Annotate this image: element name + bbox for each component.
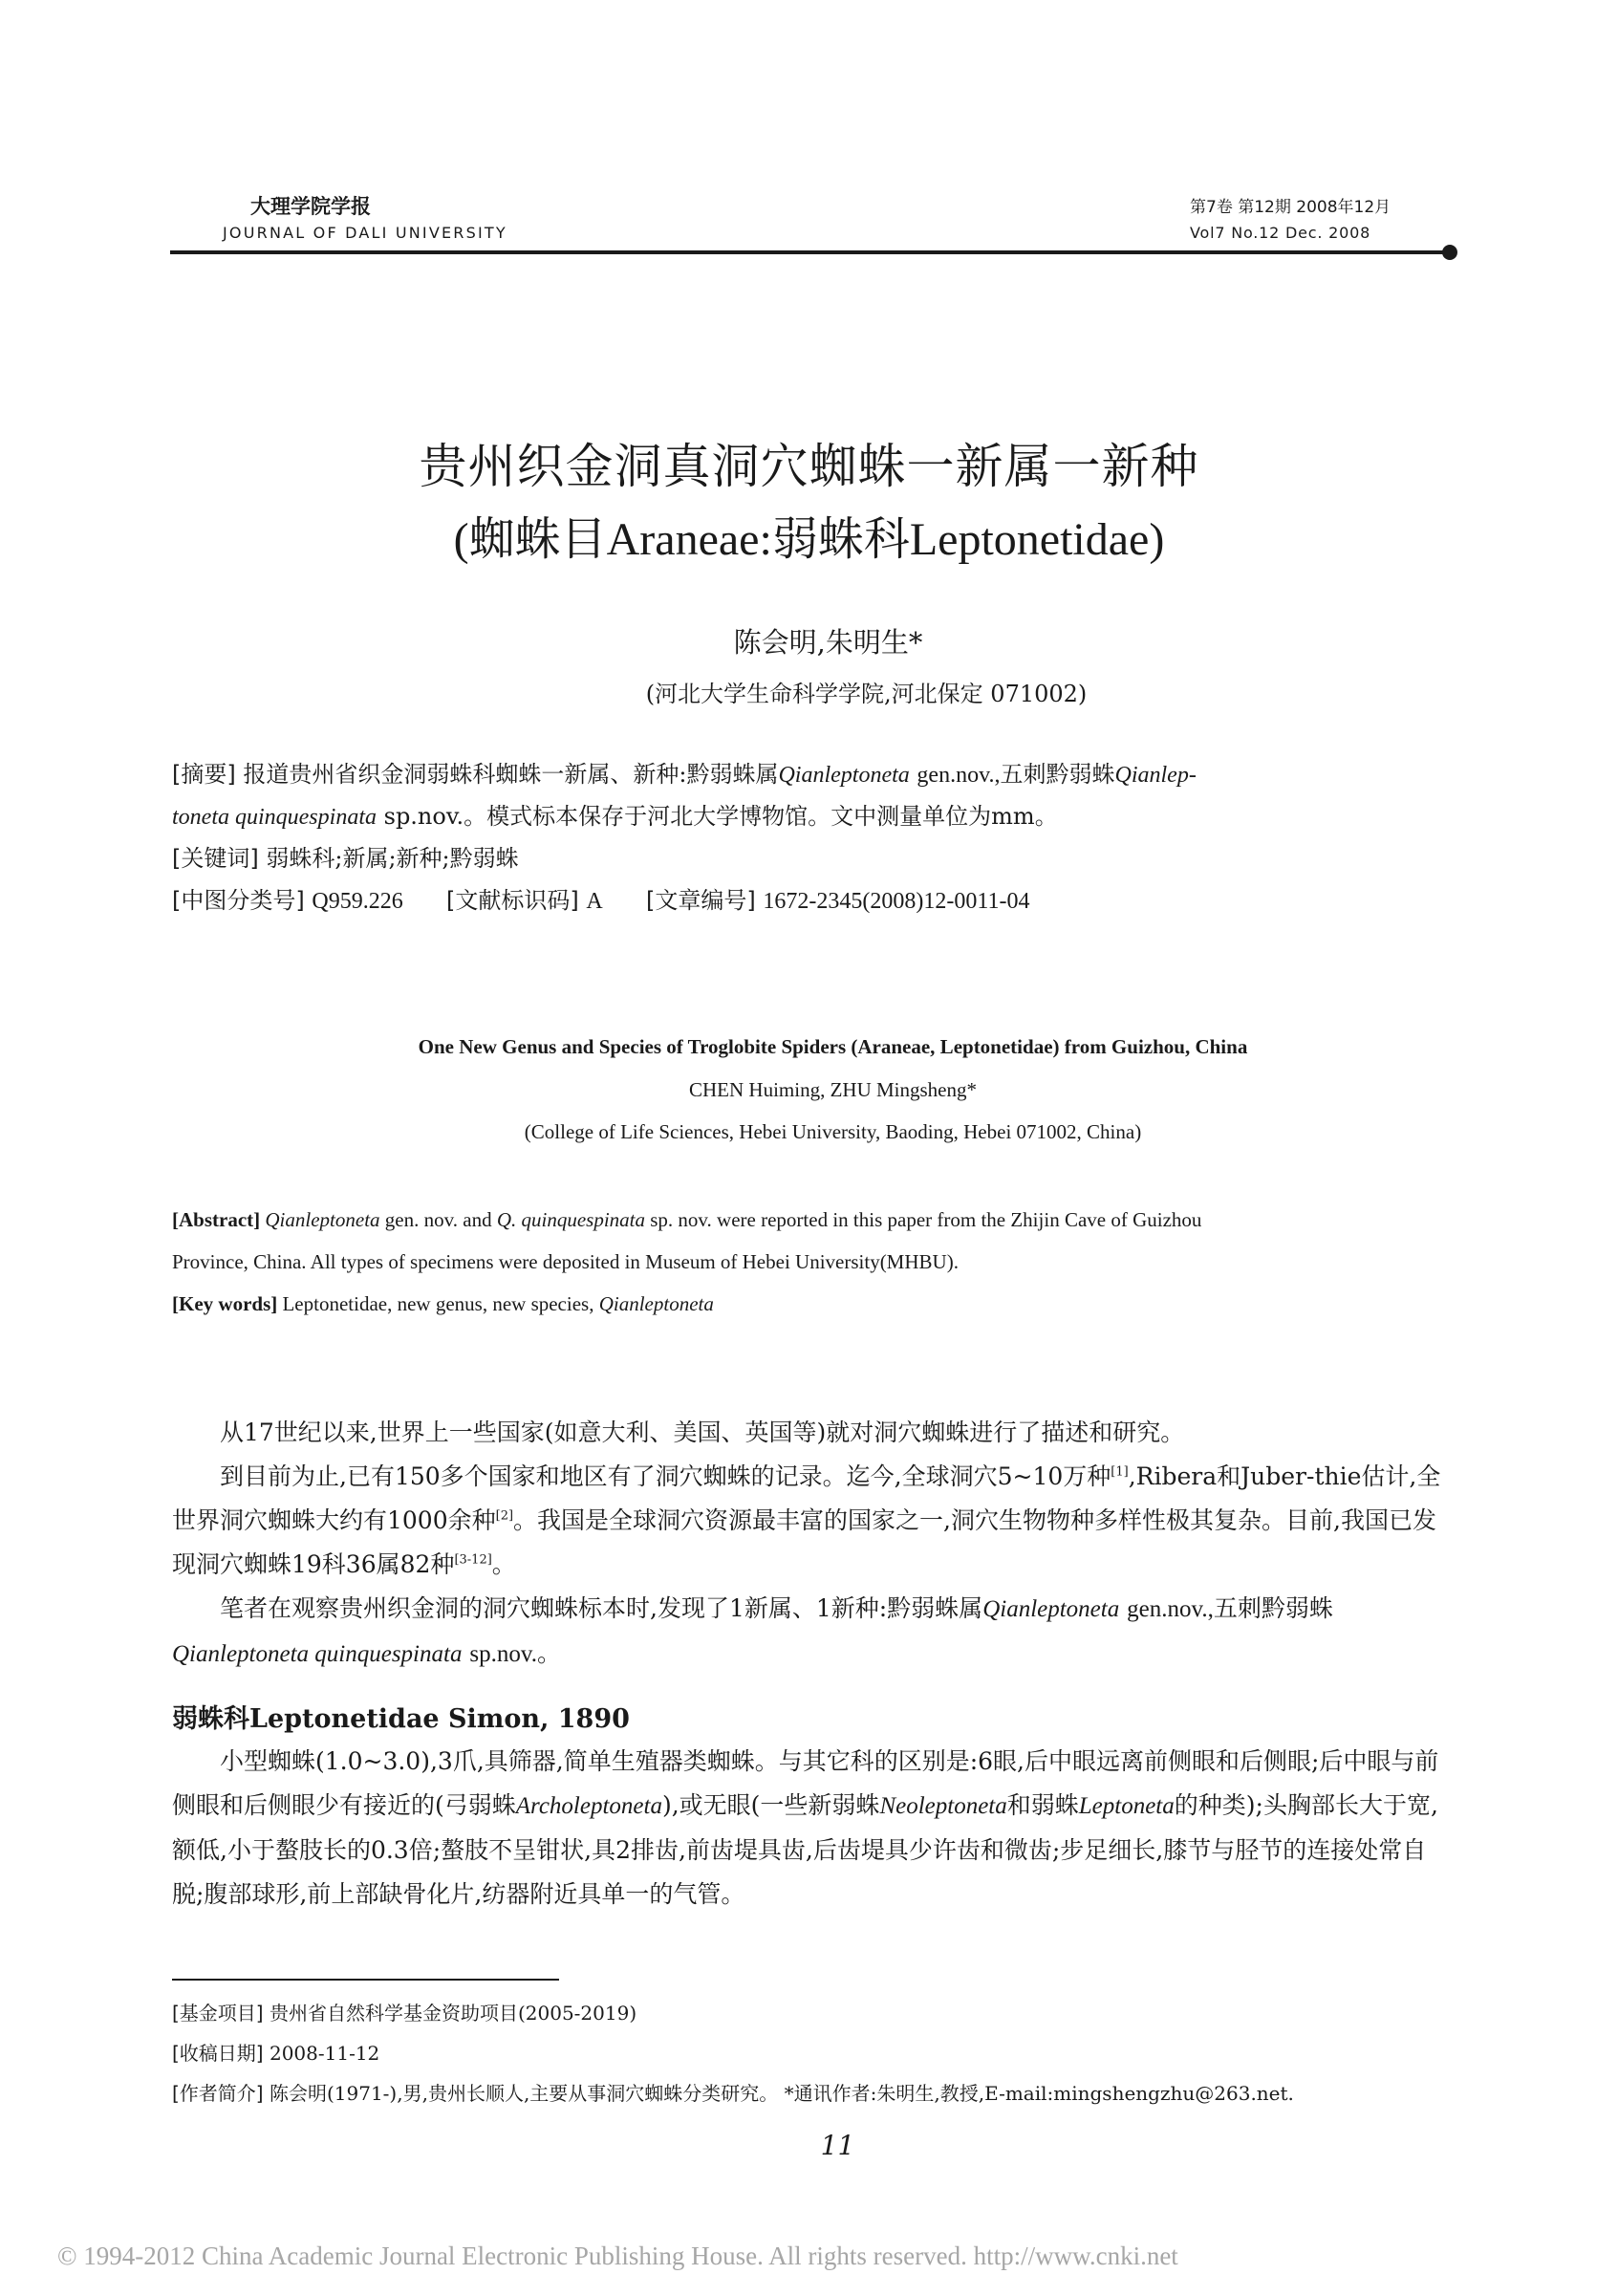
footnote-author <box>172 2076 1294 2111</box>
abstract-cn-label: [摘要] <box>172 761 236 788</box>
english-title: One New Genus and Species of Troglobite Spiders (Araneae, Leptonetidae) from Guizhou, China <box>418 1035 1248 1058</box>
english-abstract-text: sp. nov. were reported in this paper from the Zhijin Cave of Guizhou <box>650 1208 1202 1231</box>
classification-line <box>172 881 1029 921</box>
keywords-cn <box>172 839 519 877</box>
page-number: 11 <box>820 2130 855 2161</box>
journal-name-en: JOURNAL OF DALI UNIVERSITY <box>223 224 507 242</box>
english-keywords-text: Leptonetidae, new genus, new species, <box>282 1292 594 1315</box>
body-text: gen.nov.,五刺黔弱蛛 <box>1127 1596 1333 1622</box>
species-name-part: Qianlep- <box>1114 763 1197 788</box>
english-keywords-label: [Key words] <box>172 1292 278 1315</box>
copyright-notice: © 1994-2012 China Academic Journal Electronic Publishing House. All rights reserved. http://www.cnki.net <box>57 2242 1178 2270</box>
citation: [1] <box>1111 1464 1129 1480</box>
species-name-part: toneta quinquespinata <box>172 805 377 830</box>
genus-name: Qianleptoneta <box>265 1208 380 1231</box>
body-text: ),或无眼(一些新弱蛛 <box>661 1791 880 1819</box>
journal-name-cn: 大理学院学报 <box>250 195 371 218</box>
clc-value: Q959.226 <box>312 889 403 914</box>
clc-label: [中图分类号] <box>172 887 305 914</box>
species-name: Qianleptoneta quinquespinata <box>172 1641 463 1667</box>
authors-cn: 陈会明,朱明生* <box>733 626 923 659</box>
body-text: 笔者在观察贵州织金洞的洞穴蜘蛛标本时,发现了1新属、1新种:黔弱蛛属 <box>220 1594 983 1622</box>
genus-name: Qianleptoneta <box>982 1596 1120 1622</box>
footnote-rule <box>172 1979 559 1981</box>
english-affiliation: (College of Life Sciences, Hebei University, Baoding, Hebei 071002, China) <box>524 1120 1142 1143</box>
abstract-cn-line2 <box>172 797 1058 836</box>
abstract-cn-line1 <box>172 755 1197 794</box>
genus-name: Neoleptoneta <box>879 1793 1007 1819</box>
keywords-cn-label: [关键词] <box>172 845 259 872</box>
abstract-cn-text: sp.nov.。模式标本保存于河北大学博物馆。文中测量单位为mm。 <box>383 803 1058 830</box>
body-family-description <box>172 1740 1453 1917</box>
body-text: 和弱蛛 <box>1006 1791 1079 1819</box>
abstract-cn-text: 报道贵州省织金洞弱蛛科蜘蛛一新属、新种:黔弱蛛属 <box>243 761 779 788</box>
received-date: 2008-11-12 <box>269 2042 380 2065</box>
body-intro <box>172 1411 1453 1677</box>
genus-name: Archoleptoneta <box>515 1793 662 1819</box>
body-text: 的种类);头胸部长大于宽,额低,小于螯肢长的0.3倍;螯肢不呈钳状,具2排齿,前齿堤具齿,后齿堤具少许齿和微齿;步足细长,膝节与胫节的连接处常自脱;腹部球形,前上部缺骨化片,纺器附近具单一的气管。 <box>172 1791 1438 1908</box>
body-text: 小型蜘蛛(1.0~3.0),3爪,具筛器,简单生殖器类蜘蛛。与其它科的区别是:6眼,后中眼远离前侧眼和后侧眼;后中眼与前侧眼和后侧眼少有接近的(弓弱蛛 <box>172 1747 1439 1819</box>
doc-code-value: A <box>586 889 603 914</box>
english-abstract-line1 <box>172 1201 1201 1239</box>
english-authors: CHEN Huiming, ZHU Mingsheng* <box>689 1078 977 1101</box>
english-keywords <box>172 1285 714 1323</box>
body-paragraph-1: 从17世纪以来,世界上一些国家(如意大利、美国、英国等)就对洞穴蜘蛛进行了描述和研究。 <box>220 1419 1185 1446</box>
paper-title-line2: (蜘蛛目Araneae:弱蛛科Leptonetidae) <box>453 514 1165 565</box>
abstract-cn-text: gen.nov.,五刺黔弱蛛 <box>917 763 1115 788</box>
body-text: ,Ribera和Juber-thie估计,全世界洞穴蜘蛛大约有1000余种 <box>172 1462 1441 1534</box>
genus-name: Qianleptoneta <box>598 1292 714 1315</box>
fund-label: [基金项目] <box>172 2002 264 2025</box>
doc-code-label: [文献标识码] <box>446 887 579 914</box>
species-name: Q. quinquespinata <box>496 1208 645 1231</box>
author-bio-text: 陈会明(1971-),男,贵州长顺人,主要从事洞穴蜘蛛分类研究。 *通讯作者:朱明生,教授,E-mail:mingshengzhu@263.net. <box>269 2082 1294 2105</box>
genus-name: Qianleptoneta <box>778 763 910 788</box>
fund-text: 贵州省自然科学基金资助项目(2005-2019) <box>269 2002 637 2025</box>
body-text: 到目前为止,已有150多个国家和地区有了洞穴蜘蛛的记录。迄今,全球洞穴5~10万种 <box>220 1462 1111 1490</box>
english-abstract-line2: Province, China. All types of specimens were deposited in Museum of Hebei University(MHBU). <box>172 1250 959 1273</box>
body-paragraph-2 <box>172 1455 1453 1587</box>
body-text: 。我国是全球洞穴资源最丰富的国家之一,洞穴生物物种多样性极其复杂。目前,我国已发现洞穴蜘蛛19科36属82种 <box>172 1506 1436 1578</box>
footnote-received <box>172 2036 379 2070</box>
genus-name: Leptoneta <box>1078 1793 1175 1819</box>
header-rule <box>170 250 1448 254</box>
affiliation-cn: (河北大学生命科学学院,河北保定 071002) <box>645 681 1088 707</box>
english-abstract-text: gen. nov. and <box>384 1208 492 1231</box>
issue-info-cn: 第7卷 第12期 2008年12月 <box>1190 198 1391 217</box>
section-heading: 弱蛛科Leptonetidae Simon, 1890 <box>172 1704 630 1734</box>
body-text: 。 <box>491 1550 516 1578</box>
footnote-fund <box>172 1996 636 2030</box>
body-text: sp.nov.。 <box>469 1641 562 1667</box>
article-no-label: [文章编号] <box>646 887 756 914</box>
received-label: [收稿日期] <box>172 2042 264 2065</box>
issue-info-en: Vol7 No.12 Dec. 2008 <box>1190 224 1371 242</box>
english-abstract-label: [Abstract] <box>172 1208 261 1231</box>
citation: [3-12] <box>454 1552 492 1568</box>
body-paragraph-3 <box>172 1587 1453 1677</box>
author-bio-label: [作者简介] <box>172 2082 264 2105</box>
paper-title-line1: 贵州织金洞真洞穴蜘蛛一新属一新种 <box>419 439 1199 494</box>
citation: [2] <box>495 1508 514 1524</box>
body-paragraph-4 <box>172 1740 1453 1917</box>
article-no-value: 1672-2345(2008)12-0011-04 <box>763 889 1030 914</box>
header-rule-dot <box>1442 245 1457 260</box>
keywords-cn-text: 弱蛛科;新属;新种;黔弱蛛 <box>266 845 519 872</box>
